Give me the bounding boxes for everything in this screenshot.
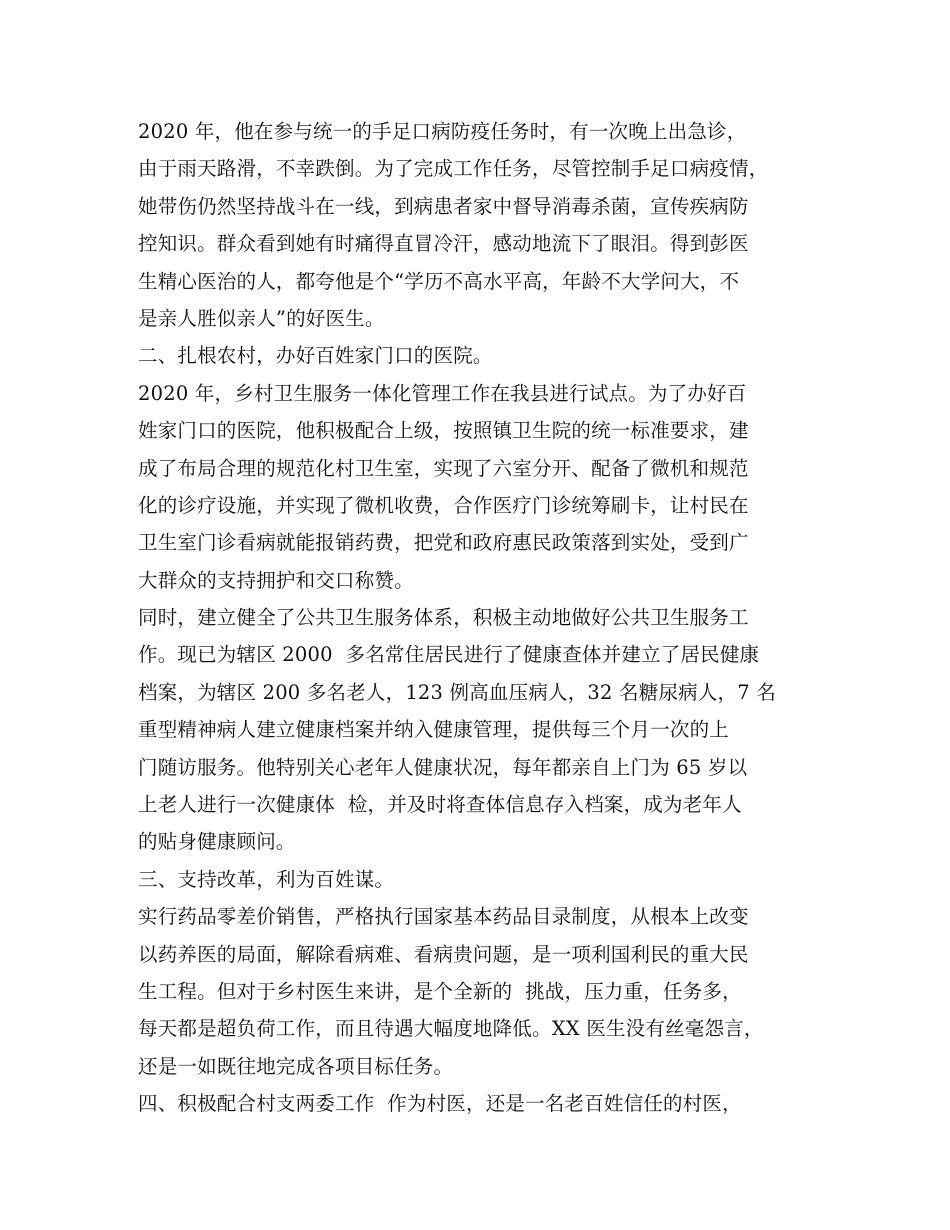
section-heading: 四、积极配合村支两委工作 作为村医，还是一名老百姓信任的村医，: [138, 1092, 742, 1116]
text-line: 卫生室门诊看病就能报销药费，把党和政府惠民政策落到实处，受到广: [138, 531, 749, 555]
text-line: 每天都是超负荷工作，而且待遇大幅度地降低。XX 医生没有丝毫怨言，: [138, 1017, 764, 1041]
text-line: 作。现已为辖区 2000 多名常住居民进行了健康查体并建立了居民健康: [138, 643, 760, 667]
text-line: 上老人进行一次健康体 检，并及时将查体信息存入档案，成为老年人: [138, 793, 742, 817]
text-line: 她带伤仍然坚持战斗在一线，到病患者家中督导消毒杀菌，宣传疾病防: [138, 194, 749, 218]
text-line: 门随访服务。他特别关心老年人健康状况，每年都亲自上门为 65 岁以: [138, 755, 748, 779]
text-line: 同时，建立健全了公共卫生服务体系，积极主动地做好公共卫生服务工: [138, 606, 749, 630]
text-line: 实行药品零差价销售，严格执行国家基本药品目录制度，从根本上改变: [138, 905, 749, 929]
text-line: 的贴身健康顾问。: [138, 830, 296, 854]
section-heading: 三、支持改革，利为百姓谋。: [138, 867, 395, 891]
text-line: 生工程。但对于乡村医生来讲，是个全新的 挑战，压力重，任务多，: [138, 979, 742, 1003]
text-line: 重型精神病人建立健康档案并纳入健康管理，提供每三个月一次的上: [138, 718, 730, 742]
text-line: 由于雨天路滑，不幸跌倒。为了完成工作任务，尽管控制手足口病疫情，: [138, 157, 769, 181]
text-line: 2020 年，他在参与统一的手足口病防疫任务时，有一次晚上出急诊，: [138, 120, 747, 143]
text-line: 档案，为辖区 200 多名老人，123 例高血压病人，32 名糖尿病人，7 名: [138, 680, 776, 704]
text-line: 姓家门口的医院，他积极配合上级，按照镇卫生院的统一标准要求，建: [138, 419, 749, 443]
text-line: 成了布局合理的规范化村卫生室，实现了六室分开、配备了微机和规范: [138, 456, 749, 480]
section-heading: 二、扎根农村，办好百姓家门口的医院。: [138, 344, 493, 368]
text-line: 大群众的支持拥护和交口称赞。: [138, 568, 414, 592]
document-body: [138, 113, 818, 1123]
text-line: 2020 年，乡村卫生服务一体化管理工作在我县进行试点。为了办好百: [138, 381, 747, 405]
text-line: 控知识。群众看到她有时痛得直冒冷汗，感动地流下了眼泪。得到彭医: [138, 232, 749, 256]
text-line: 生精心医治的人，都夸他是个“学历不高水平高，年龄不大学问大，不: [138, 269, 740, 293]
text-line: 化的诊疗设施，并实现了微机收费，合作医疗门诊统筹刷卡，让村民在: [138, 493, 749, 517]
text-line: 以药养医的局面，解除看病难、看病贵问题，是一项利国利民的重大民: [138, 942, 749, 966]
text-line: 是亲人胜似亲人”的好医生。: [138, 306, 385, 330]
text-line: 还是一如既往地完成各项目标任务。: [138, 1054, 454, 1078]
